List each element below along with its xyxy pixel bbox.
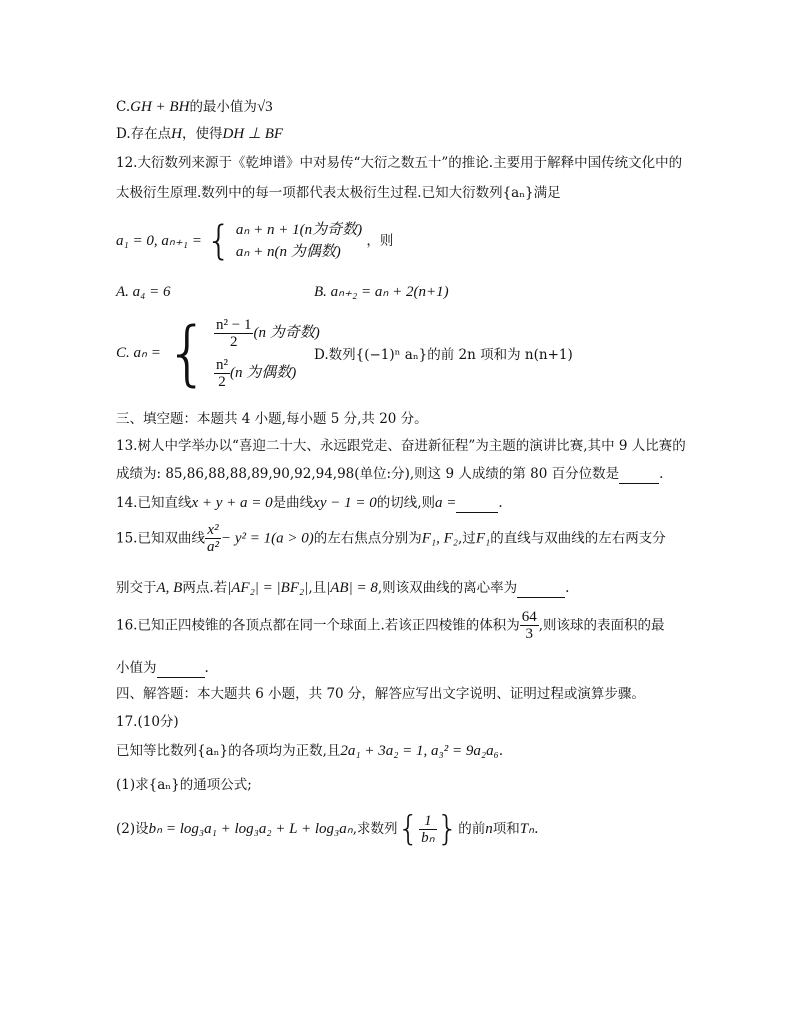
q11-option-d: D.存在点H，使得DH ⊥ BF	[116, 126, 284, 142]
q12-stem-line1: 12.大衍数列来源于《乾坤谱》中对易传“大衍之数五十”的推论.主要用于解释中国传统文化中的	[116, 155, 683, 171]
answer-blank[interactable]	[517, 579, 565, 598]
q17-heading: 17.(10分)	[116, 714, 179, 730]
answer-blank[interactable]	[456, 494, 498, 513]
q16-line2: 小值为 .	[116, 660, 209, 676]
left-brace: {	[165, 312, 210, 394]
q15-line1: 15.已知双曲线 $\frac{\text{x²}}{\text{a²}}$ − y² = 1(a > 0)的左右焦点分别为F₁, F₂,过F₁的直线与双曲线的左右两支分	[116, 522, 666, 555]
q12-option-a: A. a₄ = 6	[116, 284, 171, 300]
left-brace: {	[206, 218, 232, 264]
q17-part2: (2)设bₙ = log₃a₁ + log₃a₂ + L + log₃aₙ,求数列{ $\frac{1}{\text{bₙ}}$ }的前n项和Tₙ.	[116, 809, 539, 849]
q12-option-d: D.数列{(−1)ⁿ aₙ}的前 2n 项和为 n(n+1)	[314, 347, 573, 363]
q12-option-b: B. aₙ₊₂ = aₙ + 2(n+1)	[314, 284, 449, 300]
q14: 14.已知直线x + y + a = 0是曲线xy − 1 = 0的切线,则a = .	[116, 495, 503, 511]
answer-blank[interactable]	[157, 659, 205, 678]
left-brace: {	[397, 809, 420, 849]
q12-option-c: C. aₙ = { $\frac{\text{n² − 1}}{2}$ (n 为奇数) $\frac{\text{n²}}{2}$ (n 为偶数)	[116, 312, 320, 394]
q17-stem: 已知等比数列{aₙ}的各项均为正数,且2a₁ + 3a₂ = 1, a₃² = 9a₂a₆.	[116, 743, 504, 759]
section-heading-fill-in: 三、填空题：本题共 4 小题,每小题 5 分,共 20 分。	[116, 411, 428, 427]
q17-part1: (1)求{aₙ}的通项公式;	[116, 777, 252, 793]
q16-line1: 16.已知正四棱锥的各顶点都在同一个球面上.若该正四棱锥的体积为 $\frac{64}{3}$ ,则该球的表面积的最	[116, 609, 665, 642]
q13-line1: 13.树人中学举办以“喜迎二十大、永远跟党走、奋进新征程”为主题的演讲比赛,其中 9 人比赛的	[116, 438, 686, 454]
q13-line2: 成绩为: 85,86,88,88,89,90,92,94,98(单位:分),则这 9 人成绩的第 80 百分位数是 .	[116, 466, 664, 482]
answer-blank[interactable]	[619, 465, 659, 484]
q12-definition: a₁ = 0, aₙ₊₁ = { aₙ + n + 1(n为奇数) aₙ + n(n 为偶数) ，则	[116, 218, 394, 264]
q11-option-c: C.GH + BH的最小值为√3	[116, 99, 273, 115]
q12-case-even: aₙ + n(n 为偶数)	[235, 244, 341, 260]
q15-line2: 别交于A, B两点.若|AF₂| = |BF₂|,且|AB| = 8,则该双曲线的离心率为 .	[116, 580, 570, 596]
section-heading-solutions: 四、解答题：本大题共 6 小题，共 70 分，解答应写出文字说明、证明过程或演算步骤。	[116, 686, 645, 702]
q12-case-odd: aₙ + n + 1(n为奇数)	[235, 222, 363, 238]
right-brace: }	[436, 809, 459, 849]
q12-stem-line2: 太极衍生原理.数列中的每一项都代表太极衍生过程.已知大衍数列{aₙ}满足	[116, 185, 561, 201]
